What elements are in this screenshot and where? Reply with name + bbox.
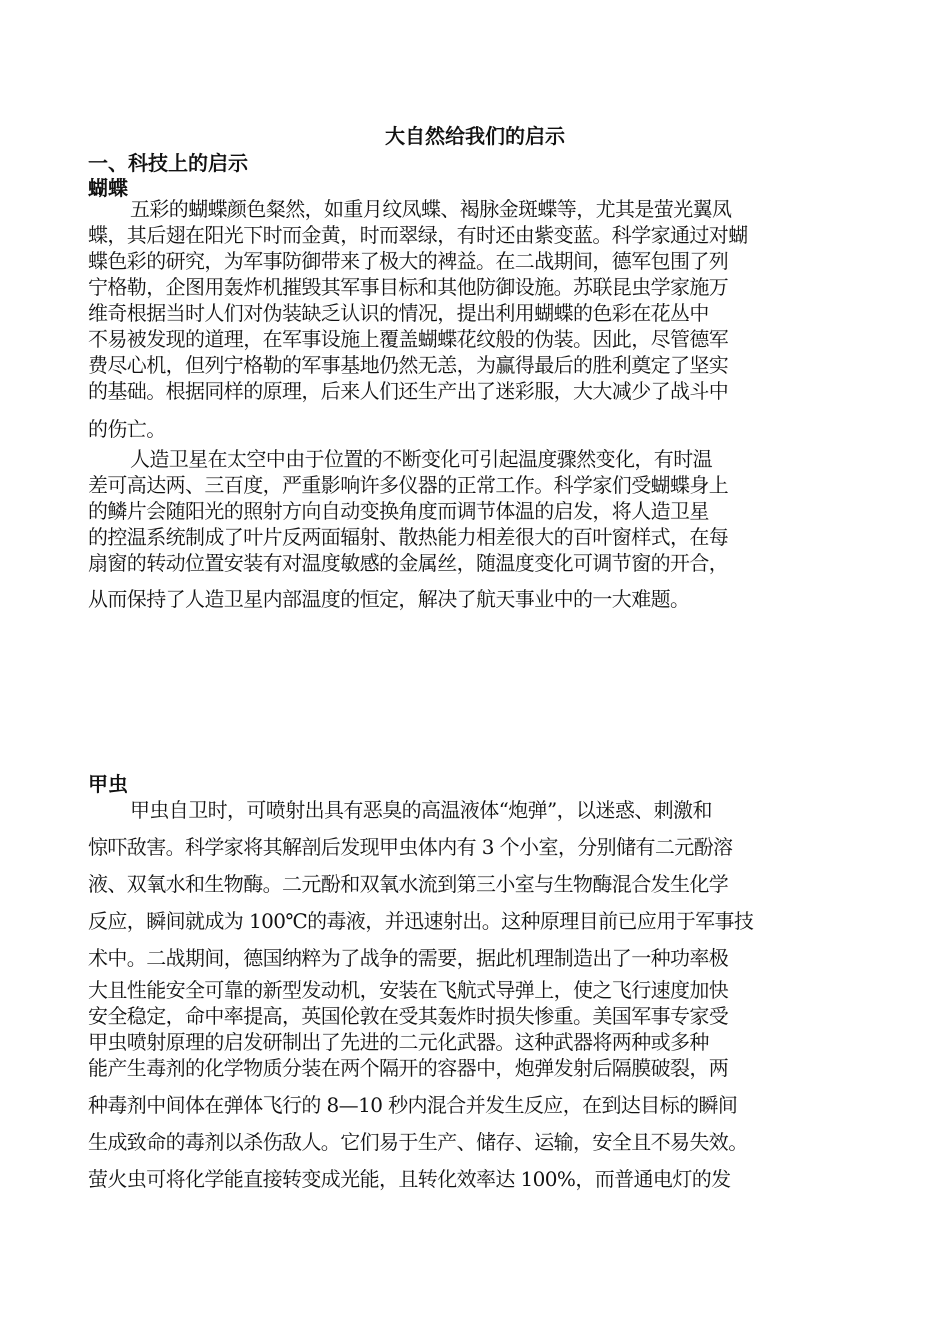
text-line: 蝶，其后翅在阳光下时而金黄，时而翠绿，有时还由紫变蓝。科学家通过对蝴 bbox=[88, 223, 748, 247]
document-title: 大自然给我们的启示 bbox=[385, 124, 565, 148]
text-line: 安全稳定，命中率提高，英国伦敦在受其轰炸时损失惨重。美国军事专家受 bbox=[88, 1004, 729, 1028]
text-line: 扇窗的转动位置安装有对温度敏感的金属丝，随温度变化可调节窗的开合， bbox=[88, 551, 729, 575]
text-line: 的伤亡。 bbox=[88, 417, 166, 441]
text-line: 的鳞片会随阳光的照射方向自动变换角度而调节体温的启发，将人造卫星 bbox=[88, 499, 709, 523]
text-line: 的基础。根据同样的原理，后来人们还生产出了迷彩服，大大减少了战斗中 bbox=[88, 379, 729, 403]
text-line: 从而保持了人造卫星内部温度的恒定，解决了航天事业中的一大难题。 bbox=[88, 587, 690, 611]
text-line: 维奇根据当时人们对伪装缺乏认识的情况，提出利用蝴蝶的色彩在花丛中 bbox=[88, 301, 709, 325]
text-line: 种毒剂中间体在弹体飞行的 8—10 秒内混合并发生反应，在到达目标的瞬间 bbox=[88, 1093, 738, 1117]
text-line: 甲虫喷射原理的启发研制出了先进的二元化武器。这种武器将两种或多种 bbox=[88, 1030, 709, 1054]
text-line: 差可高达两、三百度，严重影响许多仪器的正常工作。科学家们受蝴蝶身上 bbox=[88, 473, 729, 497]
text-line: 不易被发现的道理，在军事设施上覆盖蝴蝶花纹般的伪装。因此，尽管德军 bbox=[88, 327, 729, 351]
butterfly-paragraph-2 bbox=[88, 446, 866, 612]
text-line: 惊吓敌害。科学家将其解剖后发现甲虫体内有 3 个小室，分别储有二元酚溶 bbox=[88, 835, 733, 859]
text-line: 人造卫星在太空中由于位置的不断变化可引起温度骤然变化，有时温 bbox=[130, 447, 712, 471]
text-line: 的控温系统制成了叶片反两面辐射、散热能力相差很大的百叶窗样式，在每 bbox=[88, 525, 729, 549]
butterfly-paragraph-1 bbox=[88, 196, 866, 442]
text-line: 反应，瞬间就成为 100℃的毒液，并迅速射出。这种原理目前已应用于军事技 bbox=[88, 909, 754, 933]
text-line: 萤火虫可将化学能直接转变成光能，且转化效率达 100%，而普通电灯的发 bbox=[88, 1167, 731, 1191]
section-heading: 一、科技上的启示 bbox=[88, 151, 248, 175]
text-line: 术中。二战期间，德国纳粹为了战争的需要，据此机理制造出了一种功率极 bbox=[88, 946, 729, 970]
text-line: 费尽心机，但列宁格勒的军事基地仍然无恙，为赢得最后的胜利奠定了坚实 bbox=[88, 353, 729, 377]
text-line: 生成致命的毒剂以杀伤敌人。它们易于生产、储存、运输，安全且不易失效。 bbox=[88, 1130, 748, 1154]
text-line: 大且性能安全可靠的新型发动机，安装在飞航式导弹上，使之飞行速度加快 bbox=[88, 978, 729, 1002]
text-line: 宁格勒，企图用轰炸机摧毁其军事目标和其他防御设施。苏联昆虫学家施万 bbox=[88, 275, 729, 299]
text-line: 蝶色彩的研究，为军事防御带来了极大的裨益。在二战期间，德军包围了列 bbox=[88, 249, 729, 273]
text-line: 能产生毒剂的化学物质分装在两个隔开的容器中，炮弹发射后隔膜破裂，两 bbox=[88, 1056, 729, 1080]
text-line: 液、双氧水和生物酶。二元酚和双氧水流到第三小室与生物酶混合发生化学 bbox=[88, 872, 729, 896]
butterfly-heading: 蝴蝶 bbox=[88, 176, 128, 200]
text-line: 五彩的蝴蝶颜色粲然，如重月纹凤蝶、褐脉金斑蝶等，尤其是萤光翼凤 bbox=[130, 197, 732, 221]
text-line: 甲虫自卫时，可喷射出具有恶臭的高温液体“炮弹”，以迷惑、刺激和 bbox=[130, 798, 712, 822]
beetle-paragraph bbox=[88, 792, 866, 1198]
beetle-heading: 甲虫 bbox=[88, 772, 128, 796]
